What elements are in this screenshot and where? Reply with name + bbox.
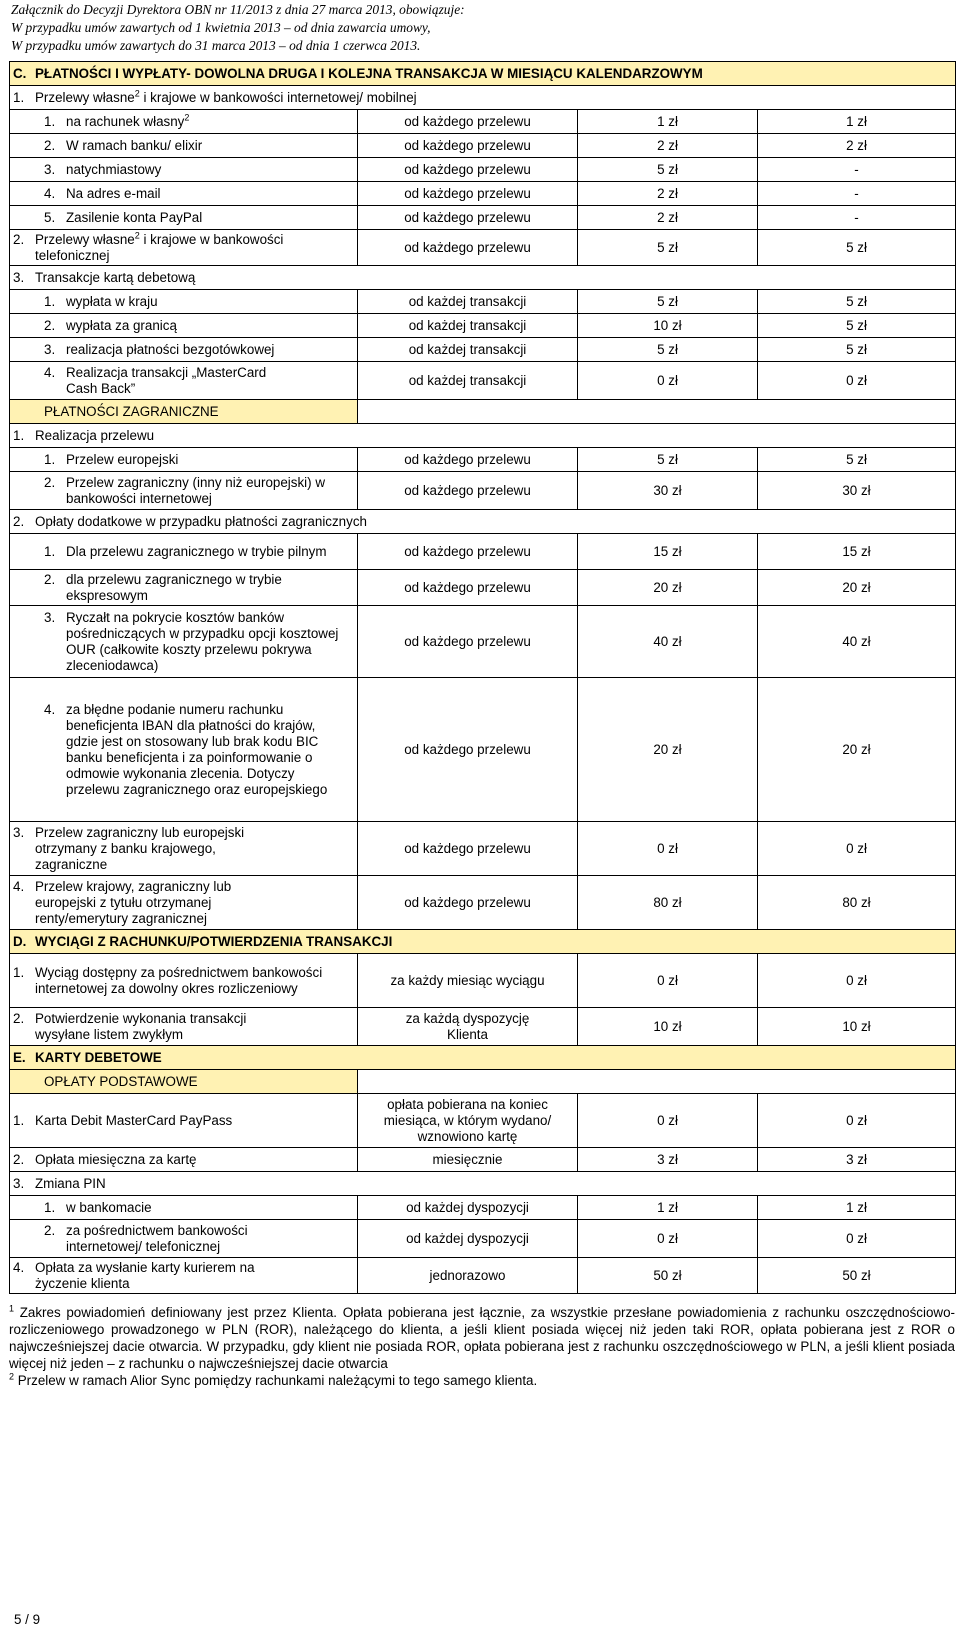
table-row: 1. Wyciąg dostępny za pośrednictwem bankowości internetowej za dowolny okres rozliczeniowy za każdy miesiąc wyciągu 0 zł 0 zł [10, 954, 956, 1008]
table-row: 1. na rachunek własny$^2$ od każdego przelewu 1 zł 1 zł [10, 110, 956, 134]
header-line-1: Załącznik do Decyzji Dyrektora OBN nr 11/2013 z dnia 27 marca 2013, obowiązuje: [11, 2, 465, 17]
table-row: 2. Przelewy własne$^2$ i krajowe w bankowości telefonicznej od każdego przelewu 5 zł 5 zł [10, 230, 956, 266]
table-row: 4. Opłata za wysłanie karty kurierem na życzenie klienta jednorazowo 50 zł 50 zł [10, 1258, 956, 1294]
section-title: KARTY DEBETOWE [35, 1049, 162, 1065]
table-row: 2. wypłata za granicą od każdej transakcji 10 zł 5 zł [10, 314, 956, 338]
table-row: 2. W ramach banku/ elixir od każdego przelewu 2 zł 2 zł [10, 134, 956, 158]
section-title: PŁATNOŚCI I WYPŁATY- DOWOLNA DRUGA I KOLEJNA TRANSAKCJA W MIESIĄCU KALENDARZOWYM [35, 65, 703, 81]
table-row: 1. Przelew europejski od każdego przelewu 5 zł 5 zł [10, 448, 956, 472]
table-row: 4. Na adres e-mail od każdego przelewu 2 zł - [10, 182, 956, 206]
table-row: 3. Transakcje kartą debetową [10, 266, 956, 290]
basic-fees-header: OPŁATY PODSTAWOWE [10, 1070, 956, 1094]
table-row: 3. natychmiastowy od każdego przelewu 5 zł - [10, 158, 956, 182]
table-row: 3. realizacja płatności bezgotówkowej od każdej transakcji 5 zł 5 zł [10, 338, 956, 362]
table-row: 2. Opłaty dodatkowe w przypadku płatności zagranicznych [10, 510, 956, 534]
section-title: WYCIĄGI Z RACHUNKU/POTWIERDZENIA TRANSAKCJI [35, 933, 393, 949]
page-number: 5 / 9 [14, 1612, 41, 1627]
table-row: 4. Przelew krajowy, zagraniczny lub europejski z tytułu otrzymanej renty/emerytury zagranicznej od każdego przelewu 80 zł 80 zł [10, 876, 956, 930]
table-row: 4. za błędne podanie numeru rachunku beneficjenta IBAN dla płatności do krajów, gdzie jest on stosowany lub brak kodu BIC banku beneficjenta i za poinformowanie o odmowie wykonania zlecenia. Dotyczy przelewu zagranicznego oraz europejskiego od każdego przelewu 20 zł 20 zł [10, 678, 956, 822]
table-row: 1. wypłata w kraju od każdej transakcji 5 zł 5 zł [10, 290, 956, 314]
table-row: 2. dla przelewu zagranicznego w trybie ekspresowym od każdego przelewu 20 zł 20 zł [10, 570, 956, 606]
fee-table [9, 61, 956, 1294]
table-row: 1. Karta Debit MasterCard PayPass opłata pobierana na koniec miesiąca, w którym wydano/ wznowiono kartę 0 zł 0 zł [10, 1094, 956, 1148]
table-row: 1. Przelewy własne$^2$ i krajowe w bankowości internetowej/ mobilnej [10, 86, 956, 110]
header-line-3: W przypadku umów zawartych do 31 marca 2013 – od dnia 1 czerwca 2013. [11, 38, 421, 53]
section-e-header: E. KARTY DEBETOWE [10, 1046, 956, 1070]
section-c-header: C. PŁATNOŚCI I WYPŁATY- DOWOLNA DRUGA I KOLEJNA TRANSAKCJA W MIESIĄCU KALENDARZOWYM [10, 62, 956, 86]
table-row: 1. Dla przelewu zagranicznego w trybie pilnym od każdego przelewu 15 zł 15 zł [10, 534, 956, 570]
section-d-header: D. WYCIĄGI Z RACHUNKU/POTWIERDZENIA TRANSAKCJI [10, 930, 956, 954]
table-row: 2. Potwierdzenie wykonania transakcji wysyłane listem zwykłym za każdą dyspozycję Klienta 10 zł 10 zł [10, 1008, 956, 1046]
table-row: 3. Zmiana PIN [10, 1172, 956, 1196]
footnotes [9, 1304, 955, 1389]
footnote-2: $^2$ Przelew w ramach Alior Sync pomiędzy rachunkami należącymi to tego samego klienta. [9, 1371, 538, 1388]
table-row: 5. Zasilenie konta PayPal od każdego przelewu 2 zł - [10, 206, 956, 230]
footnote-1: $^1$ Zakres powiadomień definiowany jest przez Klienta. Opłata pobierana jest łącznie, za wszystkie przesłane powiadomienia z rachunku oszczędnościowo-rozliczeniowego prowadzonego w PLN (ROR), należącego do klienta, a jeśli klient posiada więcej niż jeden taki ROR, opłata pobierana jest z ROR o najwcześniejszej dacie otwarcia. W przypadku, gdy klient nie posiada ROR, opłata pobierana jest z rachunku oszczędnościowego w PLN, a jeśli klient posiada więcej niż jeden – z rachunku o najwcześniejszej dacie otwarcia [9, 1303, 955, 1371]
document-header [11, 1, 931, 55]
table-row: 2. Przelew zagraniczny (inny niż europejski) w bankowości internetowej od każdego przelewu 30 zł 30 zł [10, 472, 956, 510]
table-row: 2. za pośrednictwem bankowości internetowej/ telefonicznej od każdej dyspozycji 0 zł 0 zł [10, 1220, 956, 1258]
table-row: 4. Realizacja transakcji „MasterCard Cash Back” od każdej transakcji 0 zł 0 zł [10, 362, 956, 400]
intl-payments-header: PŁATNOŚCI ZAGRANICZNE [10, 400, 956, 424]
table-row: 1. Realizacja przelewu [10, 424, 956, 448]
header-line-2: W przypadku umów zawartych od 1 kwietnia 2013 – od dnia zawarcia umowy, [11, 20, 431, 35]
table-row: 2. Opłata miesięczna za kartę miesięcznie 3 zł 3 zł [10, 1148, 956, 1172]
table-row: 1. w bankomacie od każdej dyspozycji 1 zł 1 zł [10, 1196, 956, 1220]
table-row: 3. Przelew zagraniczny lub europejski otrzymany z banku krajowego, zagraniczne od każdego przelewu 0 zł 0 zł [10, 822, 956, 876]
table-row: 3. Ryczałt na pokrycie kosztów banków pośredniczących w przypadku opcji kosztowej OUR (całkowite koszty przelewu pokrywa zleceniodawca) od każdego przelewu 40 zł 40 zł [10, 606, 956, 678]
